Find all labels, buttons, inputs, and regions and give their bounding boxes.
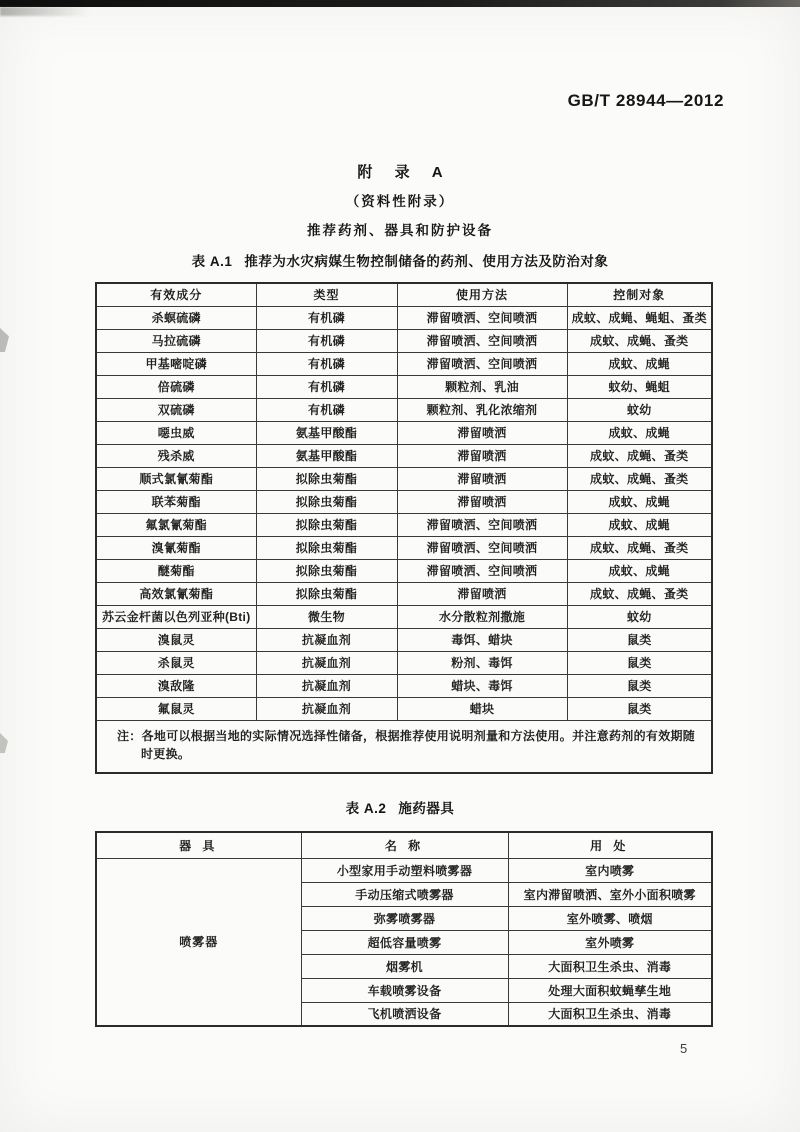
table-row <box>96 352 712 375</box>
table-row <box>96 536 712 559</box>
table-cell: 氟鼠灵 <box>96 697 256 720</box>
table-cell: 处理大面积蚊蝇孳生地 <box>508 978 712 1002</box>
table-cell: 杀鼠灵 <box>96 651 256 674</box>
table-cell: 滞留喷洒 <box>397 467 567 490</box>
table-cell: 蚊幼、蝇蛆 <box>567 375 712 398</box>
table-cell: 微生物 <box>256 605 397 628</box>
table-cell: 室内喷雾 <box>508 858 712 882</box>
table-cell: 氨基甲酸酯 <box>256 444 397 467</box>
table-row <box>96 306 712 329</box>
table-cell: 成蚊、成蝇、蚤类 <box>567 467 712 490</box>
table-row <box>96 329 712 352</box>
table-cell: 蚊幼 <box>567 398 712 421</box>
table-cell: 毒饵、蜡块 <box>397 628 567 651</box>
table-row <box>96 858 712 882</box>
table-cell: 残杀威 <box>96 444 256 467</box>
table-a2-header <box>96 832 712 858</box>
table-cell: 大面积卫生杀虫、消毒 <box>508 1002 712 1026</box>
table-cell: 滞留喷洒、空间喷洒 <box>397 352 567 375</box>
table-cell: 联苯菊酯 <box>96 490 256 513</box>
table-cell: 滞留喷洒 <box>397 582 567 605</box>
table-cell: 大面积卫生杀虫、消毒 <box>508 954 712 978</box>
table-cell: 滞留喷洒 <box>397 421 567 444</box>
table-row <box>96 398 712 421</box>
table-cell: 鼠类 <box>567 651 712 674</box>
table-row <box>96 651 712 674</box>
table-cell: 滞留喷洒、空间喷洒 <box>397 536 567 559</box>
appendix-heading-block <box>0 161 800 239</box>
table-cell: 拟除虫菊酯 <box>256 559 397 582</box>
table-cell: 弥雾喷雾器 <box>301 906 508 930</box>
table-cell: 室外喷雾、喷烟 <box>508 906 712 930</box>
table-cell: 鼠类 <box>567 697 712 720</box>
scan-mark-artifact <box>0 328 9 352</box>
table-a1-caption-text: 推荐为水灾病媒生物控制储备的药剂、使用方法及防治对象 <box>244 254 609 269</box>
table-cell: 滞留喷洒、空间喷洒 <box>397 329 567 352</box>
table-cell: 成蚊、成蝇 <box>567 513 712 536</box>
table-a1-caption <box>0 250 800 270</box>
table-cell: 有机磷 <box>256 375 397 398</box>
table-row <box>96 375 712 398</box>
table-cell: 抗凝血剂 <box>256 674 397 697</box>
column-header: 类型 <box>256 283 397 306</box>
appendix-subtitle: （资料性附录） <box>345 194 455 209</box>
table-cell: 拟除虫菊酯 <box>256 467 397 490</box>
table-cell: 成蚊、成蝇 <box>567 421 712 444</box>
table-cell: 成蚊、成蝇、蚤类 <box>567 582 712 605</box>
equipment-group-cell: 喷雾器 <box>96 858 301 1026</box>
scan-edge-artifact <box>0 0 800 7</box>
table-cell: 溴敌隆 <box>96 674 256 697</box>
table-cell: 蜡块 <box>397 697 567 720</box>
table-cell: 有机磷 <box>256 352 397 375</box>
table-row <box>96 490 712 513</box>
table-row <box>96 513 712 536</box>
standard-code: GB/T 28944—2012 <box>567 91 724 110</box>
table-cell: 滞留喷洒、空间喷洒 <box>397 513 567 536</box>
table-row <box>96 421 712 444</box>
table-a1-caption-label: 表 A.1 <box>191 254 233 269</box>
table-cell: 氨基甲酸酯 <box>256 421 397 444</box>
table-cell: 室内滞留喷洒、室外小面积喷雾 <box>508 882 712 906</box>
table-cell: 水分散粒剂撒施 <box>397 605 567 628</box>
table-cell: 手动压缩式喷雾器 <box>301 882 508 906</box>
table-cell: 拟除虫菊酯 <box>256 582 397 605</box>
note-row <box>96 720 712 773</box>
note-cell <box>96 720 712 773</box>
table-cell: 抗凝血剂 <box>256 628 397 651</box>
table-cell: 超低容量喷雾 <box>301 930 508 954</box>
table-row <box>96 697 712 720</box>
table-cell: 苏云金杆菌以色列亚种(Bti) <box>96 605 256 628</box>
table-a1 <box>95 282 713 774</box>
column-header: 控制对象 <box>567 283 712 306</box>
table-cell: 马拉硫磷 <box>96 329 256 352</box>
table-cell: 粉剂、毒饵 <box>397 651 567 674</box>
table-a2 <box>95 831 713 1027</box>
column-header: 器 具 <box>96 832 301 858</box>
table-cell: 抗凝血剂 <box>256 697 397 720</box>
table-cell: 成蚊、成蝇、蚤类 <box>567 536 712 559</box>
note-text: 注：各地可以根据当地的实际情况选择性储备，根据推荐使用说明剂量和方法使用。并注意药剂的有效期随时更换。 <box>117 728 696 762</box>
table-a1-body <box>96 306 712 720</box>
column-header: 名 称 <box>301 832 508 858</box>
table-cell: 成蚊、成蝇、蚤类 <box>567 444 712 467</box>
page-number: 5 <box>680 1041 688 1056</box>
table-cell: 顺式氯氰菊酯 <box>96 467 256 490</box>
table-cell: 甲基嘧啶磷 <box>96 352 256 375</box>
table-cell: 成蚊、成蝇 <box>567 490 712 513</box>
table-a2-caption-label: 表 A.2 <box>345 801 387 816</box>
table-header-row <box>96 283 712 306</box>
table-cell: 有机磷 <box>256 306 397 329</box>
table-cell: 烟雾机 <box>301 954 508 978</box>
table-cell: 成蚊、成蝇 <box>567 352 712 375</box>
table-row <box>96 444 712 467</box>
table-cell: 颗粒剂、乳化浓缩剂 <box>397 398 567 421</box>
table-cell: 有机磷 <box>256 329 397 352</box>
table-a1-header <box>96 283 712 306</box>
scan-mark-artifact <box>0 733 8 753</box>
column-header: 使用方法 <box>397 283 567 306</box>
table-cell: 蚊幼 <box>567 605 712 628</box>
table-header-row <box>96 832 712 858</box>
table-cell: 噁虫威 <box>96 421 256 444</box>
table-cell: 成蚊、成蝇、蚤类 <box>567 329 712 352</box>
table-cell: 车载喷雾设备 <box>301 978 508 1002</box>
table-a2-caption-text: 施药器具 <box>398 801 455 816</box>
table-cell: 拟除虫菊酯 <box>256 536 397 559</box>
table-cell: 蜡块、毒饵 <box>397 674 567 697</box>
table-cell: 滞留喷洒 <box>397 444 567 467</box>
table-cell: 滞留喷洒 <box>397 490 567 513</box>
table-row <box>96 605 712 628</box>
table-a2-body <box>96 858 712 1026</box>
table-a2-caption <box>0 797 800 817</box>
table-cell: 成蚊、成蝇 <box>567 559 712 582</box>
appendix-title: 附 录 A <box>357 164 452 181</box>
table-cell: 倍硫磷 <box>96 375 256 398</box>
table-cell: 氟氯氰菊酯 <box>96 513 256 536</box>
table-cell: 滞留喷洒、空间喷洒 <box>397 559 567 582</box>
table-row <box>96 559 712 582</box>
scan-smudge-artifact <box>0 7 90 16</box>
table-cell: 杀螟硫磷 <box>96 306 256 329</box>
table-row <box>96 582 712 605</box>
table-cell: 滞留喷洒、空间喷洒 <box>397 306 567 329</box>
column-header: 用 处 <box>508 832 712 858</box>
table-cell: 飞机喷洒设备 <box>301 1002 508 1026</box>
table-cell: 成蚊、成蝇、蝇蛆、蚤类 <box>567 306 712 329</box>
table-row <box>96 467 712 490</box>
table-cell: 拟除虫菊酯 <box>256 490 397 513</box>
table-cell: 有机磷 <box>256 398 397 421</box>
table-row <box>96 628 712 651</box>
table-cell: 抗凝血剂 <box>256 651 397 674</box>
table-cell: 室外喷雾 <box>508 930 712 954</box>
table-cell: 拟除虫菊酯 <box>256 513 397 536</box>
appendix-subject: 推荐药剂、器具和防护设备 <box>307 223 493 238</box>
table-cell: 双硫磷 <box>96 398 256 421</box>
column-header: 有效成分 <box>96 283 256 306</box>
table-cell: 小型家用手动塑料喷雾器 <box>301 858 508 882</box>
table-a1-note <box>96 720 712 773</box>
table-cell: 醚菊酯 <box>96 559 256 582</box>
table-row <box>96 674 712 697</box>
table-cell: 鼠类 <box>567 628 712 651</box>
table-cell: 溴鼠灵 <box>96 628 256 651</box>
table-cell: 颗粒剂、乳油 <box>397 375 567 398</box>
table-cell: 鼠类 <box>567 674 712 697</box>
table-cell: 溴氰菊酯 <box>96 536 256 559</box>
table-cell: 高效氯氰菊酯 <box>96 582 256 605</box>
